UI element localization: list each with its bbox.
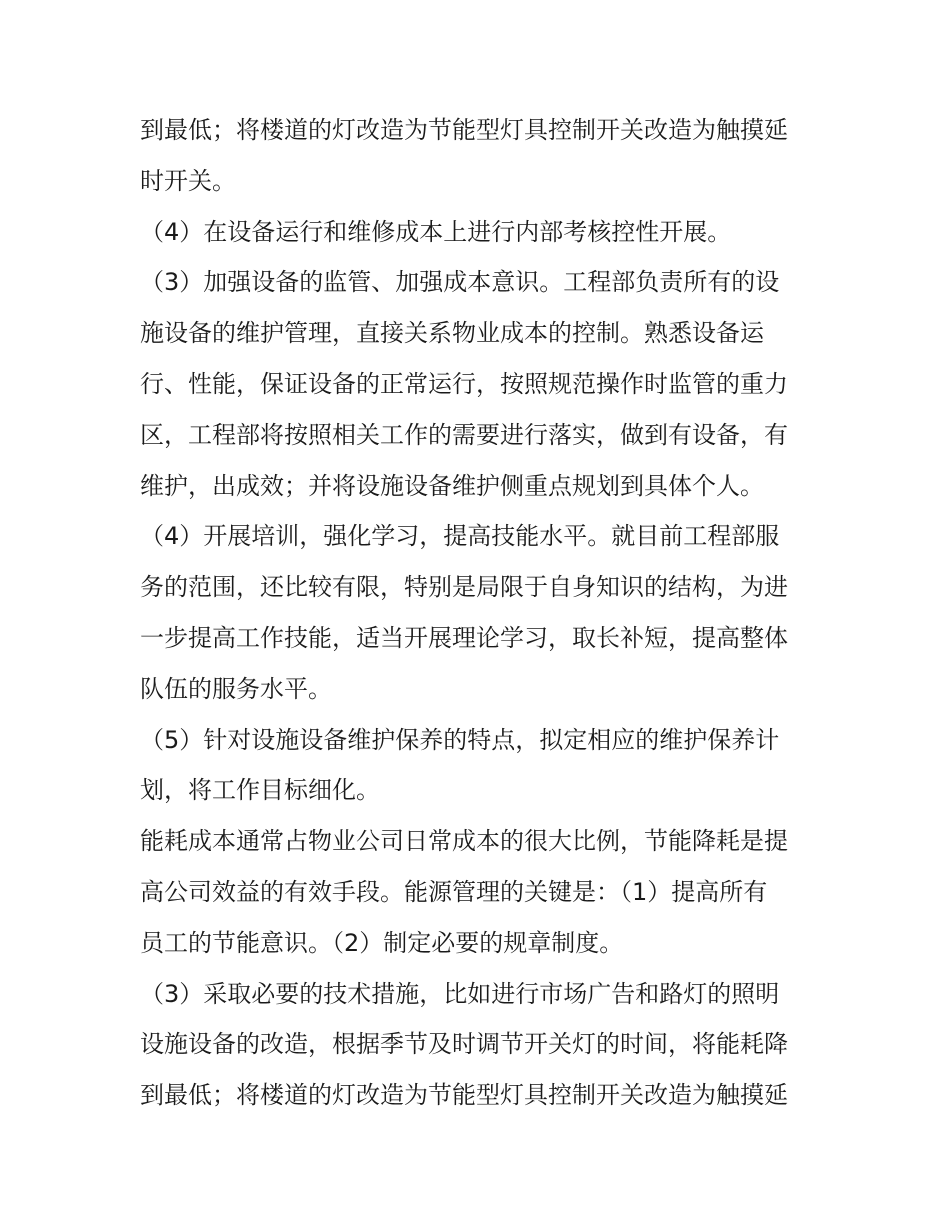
document-body xyxy=(140,105,820,1121)
text-line: 行、性能，保证设备的正常运行，按照规范操作时监管的重力 xyxy=(140,369,788,398)
text-line: （4）开展培训，强化学习，提高技能水平。就目前工程部服 xyxy=(140,522,780,551)
text-line: 施设备的维护管理，直接关系物业成本的控制。熟悉设备运 xyxy=(140,319,764,348)
text-line: 一步提高工作技能，适当开展理论学习，取长补短，提高整体 xyxy=(140,623,788,652)
text-line: 队伍的服务水平。 xyxy=(140,674,332,703)
text-line: 务的范围，还比较有限，特别是局限于自身知识的结构，为进 xyxy=(140,573,788,602)
text-line: （3）加强设备的监管、加强成本意识。工程部负责所有的设 xyxy=(140,268,780,297)
text-line: 高公司效益的有效手段。能源管理的关键是：（1）提高所有 xyxy=(140,877,768,906)
text-line: （4）在设备运行和维修成本上进行内部考核控性开展。 xyxy=(140,217,732,246)
text-line: 区，工程部将按照相关工作的需要进行落实，做到有设备，有 xyxy=(140,420,788,449)
text-line: （5）针对设施设备维护保养的特点，拟定相应的维护保养计 xyxy=(140,725,780,754)
text-line: 时开关。 xyxy=(140,166,236,195)
text-line: 到最低；将楼道的灯改造为节能型灯具控制开关改造为触摸延 xyxy=(140,1081,788,1110)
text-line: 维护，出成效；并将设施设备维护侧重点规划到具体个人。 xyxy=(140,471,764,500)
text-line: 划，将工作目标细化。 xyxy=(140,776,380,805)
text-line: 员工的节能意识。（2）制定必要的规章制度。 xyxy=(140,928,624,957)
text-line: 能耗成本通常占物业公司日常成本的很大比例，节能降耗是提 xyxy=(140,827,788,856)
text-line: 到最低；将楼道的灯改造为节能型灯具控制开关改造为触摸延 xyxy=(140,116,788,144)
text-line: 设施设备的改造，根据季节及时调节开关灯的时间，将能耗降 xyxy=(140,1030,788,1059)
text-line: （3）采取必要的技术措施，比如进行市场广告和路灯的照明 xyxy=(140,979,780,1008)
